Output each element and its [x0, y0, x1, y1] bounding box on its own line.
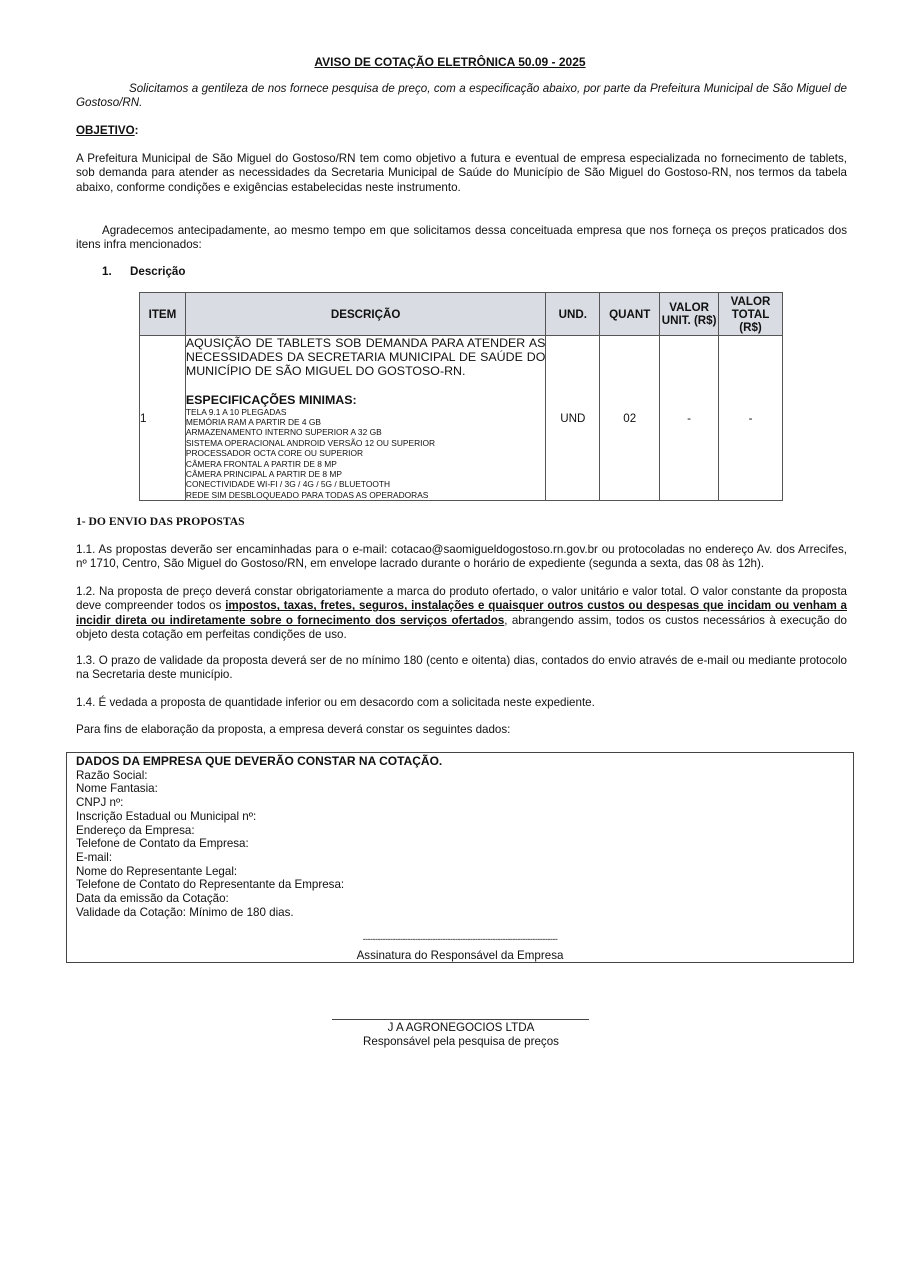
header-descricao: DESCRIÇÃO: [185, 293, 545, 336]
spec-line: CÂMERA FRONTAL A PARTIR DE 8 MP: [185, 458, 337, 469]
field-data-emissao: Data da emissão da Cotação:: [76, 892, 229, 906]
descricao-number: 1.: [102, 265, 112, 278]
para-fins-paragraph: Para fins de elaboração da proposta, a empresa deverá constar os seguintes dados:: [76, 723, 511, 736]
objetivo-heading: [76, 124, 847, 138]
clause-1-3: 1.3. O prazo de validade da proposta deverá ser de no mínimo 180 (cento e oitenta) dias, contados do envio através de e-mail ou mediante protocolo na Secretaria deste município.: [76, 654, 847, 682]
field-nome-fantasia: Nome Fantasia:: [76, 782, 158, 796]
clause-1-2-part-c: , abrangendo assim, todos os custos necessários à execução do objeto desta cotação em perfeitas condições de uso.: [76, 613, 847, 642]
field-email: E-mail:: [76, 850, 113, 864]
footer-company: J A AGRONEGOCIOS LTDA: [387, 1021, 535, 1034]
footer-role: Responsável pela pesquisa de preços: [363, 1035, 559, 1048]
spec-line: MEMÓRIA RAM A PARTIR DE 4 GB: [185, 417, 322, 428]
company-data-fields: [76, 755, 442, 919]
intro-paragraph: Solicitamos a gentileza de nos fornece pesquisa de preço, com a especificação abaixo, por parte da Prefeitura Municipal de São Miguel de Gostoso/RN.: [76, 82, 847, 110]
field-telefone-empresa: Telefone de Contato da Empresa:: [76, 837, 249, 851]
cell-valor-unit: -: [660, 336, 719, 501]
descricao-heading: [102, 265, 873, 279]
field-representante: Nome do Representante Legal:: [76, 864, 238, 878]
item-description: AQUSIÇÃO DE TABLETS SOB DEMANDA PARA ATENDER AS NECESSIDADES DA SECRETARIA MUNICIPAL DE SAÚDE DO MUNICÍPIO DE SÃO MIGUEL DO GOSTOSO-RN.: [185, 336, 546, 379]
cell-item: 1: [140, 336, 186, 501]
clause-1-2-emphasis: impostos, taxas, fretes, seguros, instalações e quaisquer outros custos ou despesas que incidam ou venham a incidir direta ou indiretamente sobre o fornecimento dos serviços ofertados: [76, 599, 847, 627]
spec-line: CONECTIVIDADE WI-FI / 3G / 4G / 5G / BLUETOOTH: [185, 479, 391, 490]
footer-signature-line: [332, 1019, 589, 1020]
spec-title: ESPECIFICAÇÕES MINIMAS:: [185, 392, 357, 407]
clause-1-2-part-a: 1.2. Na proposta de preço deverá constar obrigatoriamente a marca do produto ofertado, o valor unitário e valor total. O valor constante da proposta deve compreender todos os: [76, 585, 847, 613]
company-data-heading: DADOS DA EMPRESA QUE DEVERÃO CONSTAR NA COTAÇÃO.: [76, 754, 443, 768]
objetivo-text: A Prefeitura Municipal de São Miguel do Gostoso/RN tem como objetivo a futura e eventual de empresa especializada no fornecimento de tablets, sob demanda para atender as necessidades da Secretaria Municipal de Saúde do Município de São Miguel do Gostoso-RN, nos termos da tabela abaixo, conforme condições e exigências estabelecidas neste instrumento.: [76, 152, 847, 194]
descricao-label: Descrição: [130, 265, 186, 278]
cell-valor-total: -: [719, 336, 783, 501]
field-inscricao: Inscrição Estadual ou Municipal nº:: [76, 809, 257, 823]
field-razao-social: Razão Social:: [76, 768, 148, 782]
cell-descricao: [185, 336, 545, 501]
spec-line: PROCESSADOR OCTA CORE OU SUPERIOR: [185, 448, 364, 459]
table-row: [140, 336, 783, 501]
header-und: UND.: [546, 293, 600, 336]
clause-1-2: [76, 585, 847, 643]
header-quant: QUANT: [600, 293, 660, 336]
header-item: ITEM: [140, 293, 186, 336]
company-data-box: [66, 752, 854, 963]
envio-heading: 1- DO ENVIO DAS PROPOSTAS: [76, 515, 245, 528]
signature-label: Assinatura do Responsável da Empresa: [356, 949, 564, 962]
objetivo-heading-label: OBJETIVO: [76, 124, 135, 137]
document-title: AVISO DE COTAÇÃO ELETRÔNICA 50.09 - 2025: [314, 55, 586, 69]
cell-und: UND: [546, 336, 600, 501]
table-header-row: [140, 293, 783, 336]
field-endereco: Endereço da Empresa:: [76, 823, 195, 837]
clause-1-4: 1.4. É vedada a proposta de quantidade inferior ou em desacordo com a solicitada neste expediente.: [76, 696, 595, 709]
spec-line: REDE SIM DESBLOQUEADO PARA TODAS AS OPERADORAS: [185, 489, 429, 500]
signature-dashed-line: ------------------------------------------------------------------------------: [362, 934, 558, 944]
header-valor-unit: VALOR UNIT. (R$): [660, 293, 719, 336]
field-cnpj: CNPJ nº:: [76, 796, 124, 810]
spec-line: ARMAZENAMENTO INTERNO SUPERIOR A 32 GB: [185, 427, 382, 438]
spec-line: TELA 9.1 A 10 PLEGADAS: [185, 406, 287, 417]
header-valor-total: VALOR TOTAL (R$): [719, 293, 783, 336]
field-validade: Validade da Cotação: Mínimo de 180 dias.: [76, 905, 294, 919]
cell-quant: 02: [600, 336, 660, 501]
agradecimento-paragraph: Agradecemos antecipadamente, ao mesmo tempo em que solicitamos dessa conceituada empresa que nos forneça os preços praticados dos itens infra mencionados:: [76, 224, 847, 252]
field-telefone-representante: Telefone de Contato do Representante da Empresa:: [76, 878, 345, 892]
items-table: [139, 292, 783, 501]
spec-line: CÂMERA PRINCIPAL A PARTIR DE 8 MP: [185, 469, 342, 480]
spec-line: SISTEMA OPERACIONAL ANDROID VERSÃO 12 OU SUPERIOR: [185, 437, 436, 448]
objetivo-heading-colon: :: [134, 124, 139, 137]
clause-1-1: 1.1. As propostas deverão ser encaminhadas para o e-mail: cotacao@saomigueldogostoso.rn.gov.br ou protocoladas no endereço Av. dos Arrecifes, nº 1710, Centro, São Miguel do Gostoso/RN, em envelope lacrado durante o horário de expediente (segunda a sexta, das 08 às 12h).: [76, 543, 847, 571]
